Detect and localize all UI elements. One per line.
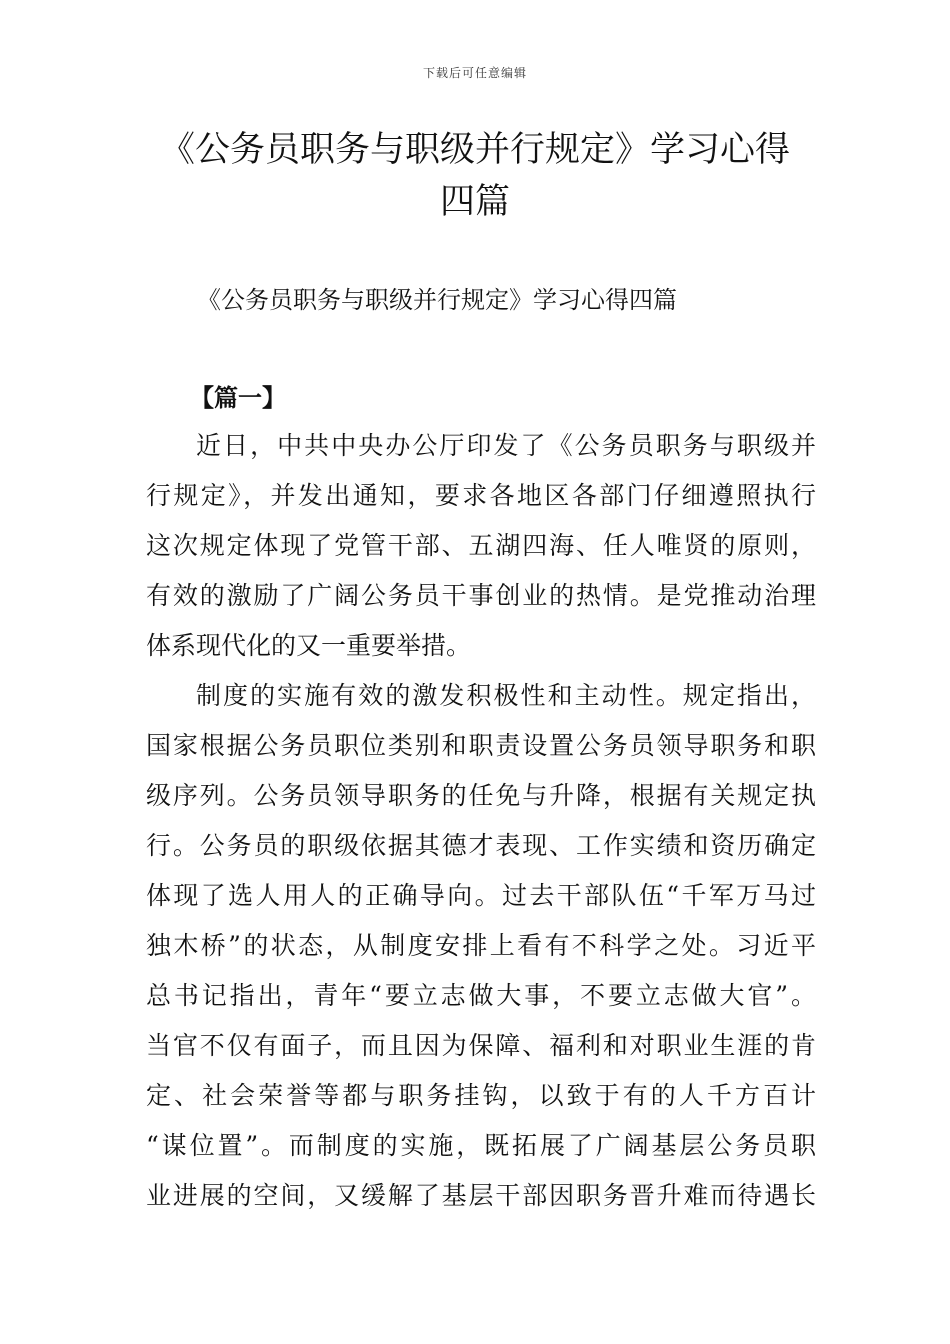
- text-line: 总书记指出，青年“要立志做大事，不要立志做大官”。: [146, 981, 816, 1010]
- title-line: 四篇: [439, 182, 510, 222]
- document-title: [140, 124, 810, 228]
- text-line: 定、社会荣誉等都与职务挂钩，以致于有的人千方百计: [146, 1081, 816, 1110]
- title-line: 《公务员职务与职级并行规定》学习心得: [159, 130, 790, 170]
- text-line: 业进展的空间，又缓解了基层干部因职务晋升难而待遇长: [146, 1181, 816, 1210]
- text-line: 国家根据公务员职位类别和职责设置公务员领导职务和职: [146, 731, 816, 760]
- text-line: 行规定》，并发出通知，要求各地区各部门仔细遵照执行: [146, 481, 816, 510]
- header-note: 下载后可任意编辑: [422, 66, 527, 80]
- text-line: 这次规定体现了党管干部、五湖四海、任人唯贤的原则，: [146, 531, 816, 560]
- paragraph-2: [146, 671, 816, 1221]
- section-label: 【篇一】: [190, 383, 286, 412]
- text-line: 体现了选人用人的正确导向。过去干部队伍“千军万马过: [146, 881, 816, 910]
- text-line: 有效的激励了广阔公务员干事创业的热情。是党推动治理: [146, 581, 816, 610]
- paragraph-1: [146, 421, 816, 671]
- text-line: 独木桥”的状态，从制度安排上看有不科学之处。习近平: [146, 931, 816, 960]
- text-line: 当官不仅有面子，而且因为保障、福利和对职业生涯的肯: [146, 1031, 816, 1060]
- text-line: 级序列。公务员领导职务的任免与升降，根据有关规定执: [146, 781, 816, 810]
- text-line: 体系现代化的又一重要举措。: [146, 631, 472, 660]
- document-subtitle: 《公务员职务与职级并行规定》学习心得四篇: [197, 286, 677, 314]
- text-line: 行。公务员的职级依据其德才表现、工作实绩和资历确定: [146, 831, 816, 860]
- text-line: 制度的实施有效的激发积极性和主动性。规定指出，: [196, 681, 816, 710]
- text-line: 近日，中共中央办公厅印发了《公务员职务与职级并: [196, 431, 816, 460]
- text-line: “谋位置”。而制度的实施，既拓展了广阔基层公务员职: [146, 1131, 816, 1160]
